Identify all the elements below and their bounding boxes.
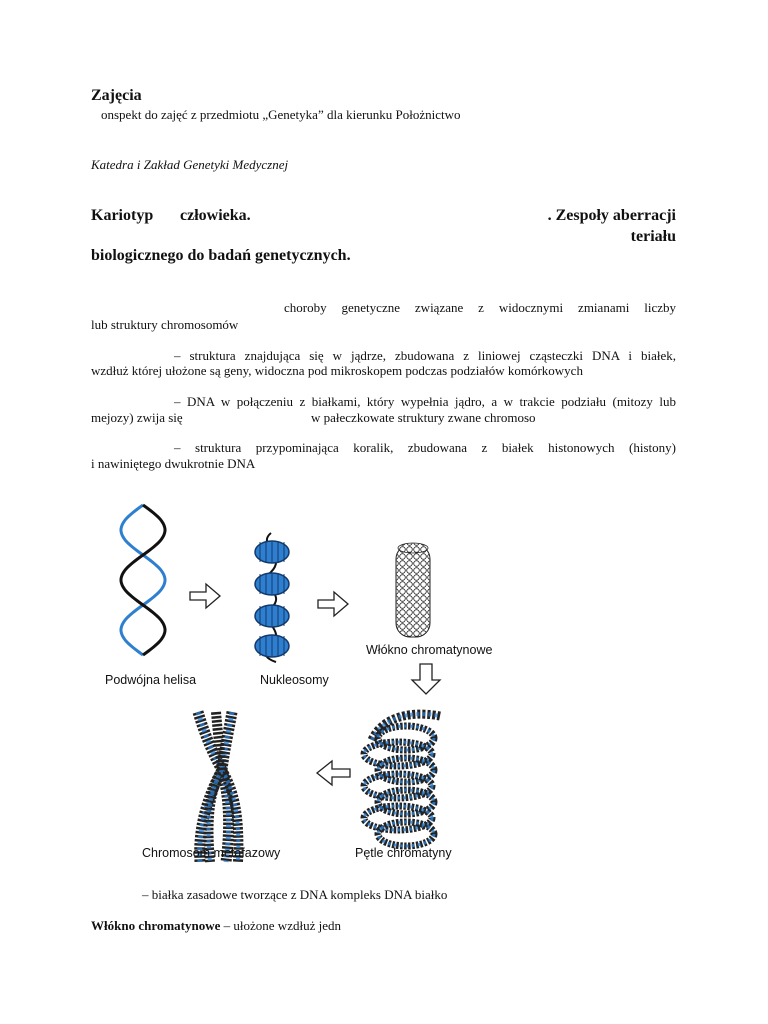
label-double-helix: Podwójna helisa [105,673,197,687]
topic-word-czlowieka: człowieka. [180,207,251,224]
topic-line3: biologicznego do badań genetycznych. [91,247,351,264]
fiber-definition: – ułożone wzdłuż jedn [220,918,341,933]
chromatin-fiber-diagram [396,543,430,637]
page-title: Zajęcia [91,87,142,104]
p3-line2a: mejozy) zwija się [91,410,183,425]
label-chromatin-fiber: Włókno chromatynowe [366,643,493,657]
nucleosomes-diagram [255,533,289,662]
p1-line1: choroby genetyczne związane z widocznymi zmianami liczby [284,300,676,315]
label-nucleosomes: Nukleosomy [260,673,329,687]
arrow-left [317,761,350,785]
p4-line1: – struktura przypominająca koralik, zbudowana z białek histonowych (histony) [174,440,676,455]
metaphase-chromosome-diagram [198,712,238,862]
double-helix-diagram [121,505,165,655]
topic-word-kariotyp: Kariotyp [91,207,154,224]
p3-line2b: w pałeczkowate struktury zwane chromoso [311,410,536,425]
p3-line1: – DNA w połączeniu z białkami, który wypełnia jądro, a w trakcie podziału (mitozy lub [174,394,676,409]
fiber-definition-line [91,918,341,934]
arrow-down [412,664,440,694]
label-chromatin-loops: Pętle chromatyny [355,846,452,860]
p2-line2: wzdłuż której ułożone są geny, widoczna pod mikroskopem podczas podziałów komórkowych [91,363,583,378]
p1-line2: lub struktury chromosomów [91,317,239,332]
fiber-term: Włókno chromatynowe [91,918,221,933]
helix-strand-blue [121,505,165,655]
helix-strand-black [121,505,165,655]
p2-line1: – struktura znajdująca się w jądrze, zbudowana z liniowej cząsteczki DNA i białek, [174,348,676,363]
topic-material: teriału [630,228,676,245]
p4-line2: i nawiniętego dwukrotnie DNA [91,456,256,471]
course-subtitle: onspekt do zajęć z przedmiotu „Genetyka” dla kierunku Położnictwo [101,107,461,122]
histones-line: – białka zasadowe tworzące z DNA kompleks DNA białko [142,887,448,902]
arrow-right-2 [318,592,348,616]
label-metaphase-chromosome: Chromosom metafazowy [142,846,281,860]
chromatin-loops-diagram [364,714,440,846]
department-name: Katedra i Zakład Genetyki Medycznej [91,157,289,172]
arrow-right-1 [190,584,220,608]
topic-aberrations: . Zespoły aberracji [547,207,676,224]
